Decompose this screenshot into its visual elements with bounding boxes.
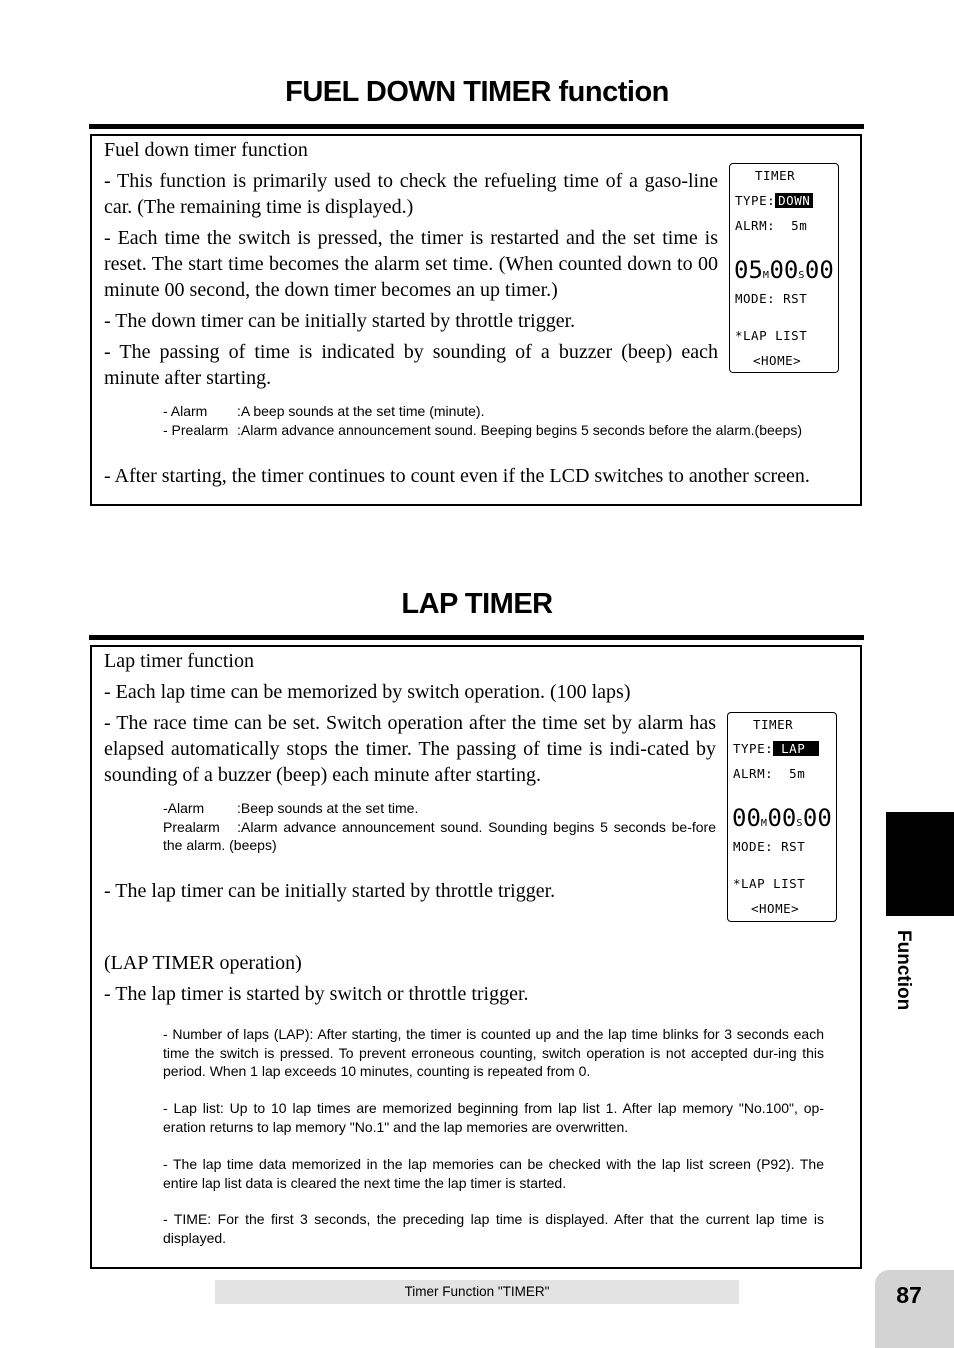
lcd-time-minutes: 05	[734, 256, 763, 284]
lcd-home-row: <HOME>	[751, 901, 800, 916]
fuel-section-title: FUEL DOWN TIMER function	[285, 76, 669, 108]
lap-note-alarm-key: -Alarm	[163, 800, 205, 816]
lcd-time-seconds: 00	[769, 256, 799, 284]
lap-op-note-time: - TIME: For the first 3 seconds, the preceding lap time is displayed. After that the current lap time is displayed.	[163, 1211, 824, 1246]
fuel-title-rule	[89, 124, 864, 129]
lap-operation-heading: (LAP TIMER operation)	[104, 952, 302, 974]
lcd-type-row	[733, 741, 819, 756]
fuel-paragraph-3: - The down timer can be initially started by throttle trigger.	[104, 310, 576, 332]
lap-paragraph-1: - Each lap time can be memorized by switch operation. (100 laps)	[104, 681, 631, 703]
fuel-heading: Fuel down timer function	[104, 139, 308, 161]
fuel-note-prealarm-text: :Alarm advance announcement sound. Beeping begins 5 seconds before the alarm.(beeps)	[237, 421, 803, 438]
lap-op-note-lapdata: - The lap time data memorized in the lap memories can be checked with the lap list screen (P92). The entire lap list data is cleared the next time the lap timer is started.	[163, 1156, 824, 1191]
lcd-time-fraction: 00	[804, 256, 834, 284]
lcd-type-value: DOWN	[775, 193, 813, 208]
page-number-box	[875, 1270, 954, 1348]
lcd-alarm-row: ALRM: 5m	[735, 218, 808, 233]
lcd-title: TIMER	[753, 717, 794, 732]
lcd-unit-m: M	[762, 270, 770, 281]
lap-title-rule	[89, 635, 864, 640]
section-thumb-tab	[886, 812, 954, 916]
lap-note-prealarm-text: :Alarm advance announcement sound. Sounding begins 5 seconds be-fore the alarm. (beeps)	[163, 818, 716, 853]
fuel-note-alarm-key: - Alarm	[163, 403, 208, 419]
lcd-alarm-row: ALRM: 5m	[733, 766, 806, 781]
lap-paragraph-2: - The race time can be set. Switch operation after the time set by alarm has elapsed automatically stops the timer. The passing of time is indi-cated by sounding of a buzzer (beep) each minute after starting.	[104, 712, 716, 786]
footer-caption: Timer Function "TIMER"	[215, 1280, 739, 1304]
lcd-laplist-row: *LAP LIST	[735, 328, 808, 343]
lcd-mode-row: MODE: RST	[735, 291, 808, 306]
fuel-paragraph-1: - This function is primarily used to check the refueling time of a gaso-line car. (The remaining time is displayed.)	[104, 170, 718, 218]
lcd-unit-m: M	[760, 818, 768, 829]
lcd-time-fraction: 00	[802, 804, 832, 832]
fuel-notes	[163, 402, 843, 439]
lcd-type-value: LAP	[773, 741, 819, 756]
lcd-unit-s: S	[798, 270, 805, 281]
lcd-mode-row: MODE: RST	[733, 839, 806, 854]
page-number: 87	[896, 1282, 922, 1308]
fuel-note-prealarm	[163, 421, 843, 440]
lap-op-note-laps: - Number of laps (LAP): After starting, the timer is counted up and the lap time blinks for 3 seconds each time the switch is pressed. To prevent erroneous counting, switch operation is not accepted dur-ing this period. When 1 lap exceeds 10 minutes, counting is repeated from 0.	[163, 1026, 824, 1079]
lcd-time-display	[732, 806, 832, 830]
lap-note-prealarm-key: Prealarm	[163, 818, 220, 835]
lcd-laplist-row: *LAP LIST	[733, 876, 806, 891]
lcd-time-minutes: 00	[732, 804, 761, 832]
lap-op-note-laplist: - Lap list: Up to 10 lap times are memorized beginning from lap list 1. After lap memory "No.100", op-eration returns to lap memory "No.1" and the lap memories are overwritten.	[163, 1100, 824, 1135]
lap-note-alarm	[163, 799, 716, 818]
fuel-note-prealarm-key: - Prealarm	[163, 421, 229, 438]
lap-operation-paragraph: - The lap timer is started by switch or throttle trigger.	[104, 983, 529, 1005]
lcd-home-row: <HOME>	[753, 353, 802, 368]
fuel-lcd-screen	[729, 163, 839, 373]
lap-notes	[163, 799, 716, 855]
lcd-time-display	[734, 258, 834, 282]
lcd-unit-s: S	[796, 818, 803, 829]
lap-note-prealarm	[163, 818, 716, 855]
fuel-paragraph-5: - After starting, the timer continues to count even if the LCD switches to another screen.	[104, 465, 810, 487]
fuel-note-alarm-text: :A beep sounds at the set time (minute).	[237, 403, 485, 419]
lcd-title: TIMER	[755, 168, 796, 183]
lcd-type-row	[735, 193, 813, 208]
fuel-paragraph-2: - Each time the switch is pressed, the timer is restarted and the set time is reset. The start time becomes the alarm set time. (When counted down to 00 minute 00 second, the down timer becomes an up timer.)	[104, 227, 718, 301]
fuel-note-alarm	[163, 402, 843, 421]
lap-paragraph-3: - The lap timer can be initially started by throttle trigger.	[104, 880, 556, 902]
lcd-type-label: TYPE:	[733, 741, 774, 756]
lap-heading: Lap timer function	[104, 650, 254, 672]
lcd-type-label: TYPE:	[735, 193, 776, 208]
lap-lcd-screen	[727, 712, 837, 922]
lap-note-alarm-text: :Beep sounds at the set time.	[237, 800, 419, 816]
lap-section-title: LAP TIMER	[401, 588, 553, 620]
lcd-time-seconds: 00	[767, 804, 797, 832]
fuel-paragraph-4: - The passing of time is indicated by sounding of a buzzer (beep) each minute after starting.	[104, 341, 718, 389]
side-section-label: Function	[893, 930, 914, 1011]
